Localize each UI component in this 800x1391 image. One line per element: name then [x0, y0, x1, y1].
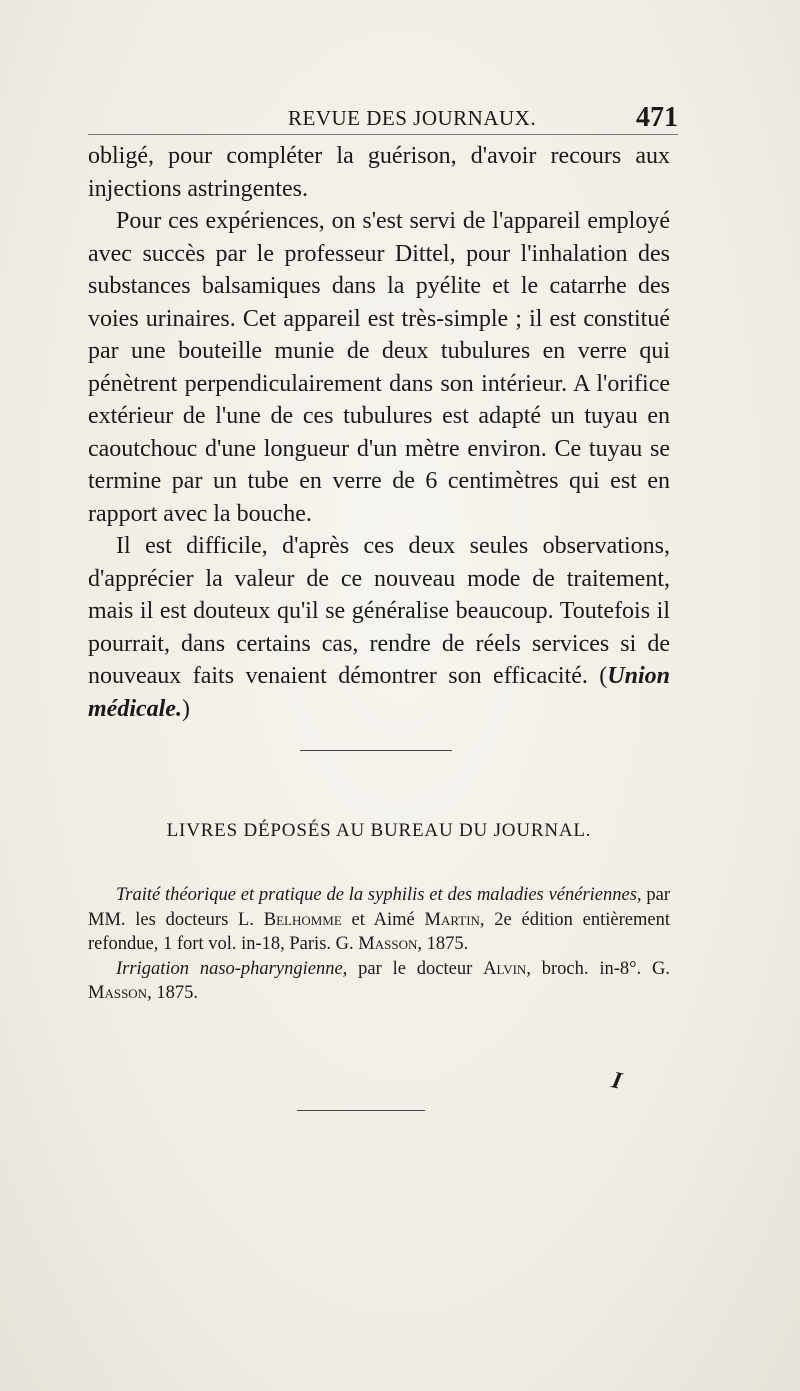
source-close-paren: )	[181, 695, 190, 722]
source-open-paren: (	[587, 663, 608, 689]
paragraph-3	[88, 530, 670, 725]
book-2-text-a: par le docteur	[347, 958, 484, 979]
page-number: 471	[636, 102, 678, 133]
running-header	[88, 104, 678, 135]
book-entry-2	[88, 957, 670, 1006]
book-1-text-b: et Aimé	[341, 909, 425, 930]
running-title: REVUE DES JOURNAUX.	[288, 106, 537, 130]
book-title-1: Traité théorique et pratique de la syphilis et des maladies vénériennes,	[116, 885, 642, 905]
separator-rule	[300, 750, 452, 751]
book-2-author-1: Alvin	[483, 958, 527, 979]
paragraph-3-text: Il est difficile, d'après ces deux seules observations, d'apprécier la valeur de ce nouveau mode de traitement, mais il est douteux qu'il se généralise beaucoup. Toutefois il pourrait, dans certains cas, rendre de réels services si de nouveaux faits venaient démontrer son efficacité.	[88, 533, 670, 689]
marginal-mark: I	[609, 1067, 625, 1095]
paragraph-1: obligé, pour compléter la guérison, d'avoir recours aux injections astringentes.	[88, 143, 670, 202]
book-1-author-2: Martin	[424, 909, 480, 930]
article-body	[88, 140, 670, 725]
book-1-text-c: , 2e édition entièrement refondue, 1 fort vol. in-18, Paris. G.	[88, 909, 670, 954]
book-2-publisher: Masson	[88, 983, 148, 1003]
book-2-text-c: , 1875.	[147, 983, 198, 1003]
book-1-publisher: Masson	[358, 934, 418, 954]
end-rule	[297, 1110, 425, 1111]
book-1-author-1: Belhomme	[263, 909, 342, 930]
book-1-text-a: par MM. les docteurs L.	[88, 885, 670, 930]
book-1-text-d: , 1875.	[417, 934, 469, 954]
books-list	[88, 883, 670, 1006]
paragraph-2: Pour ces expériences, on s'est servi de l'appareil employé avec succès par le professeur Dittel, pour l'inhalation des substances balsamiques dans la pyélite et le catarrhe des voies urinaires. Cet appareil est très-simple ; il est constitué par une bouteille munie de deux tubulures en verre qui pénètrent perpendiculairement dans son intérieur. A l'orifice extérieur de l'une de ces tubulures est adapté un tuyau en caoutchouc d'une longueur d'un mètre environ. Ce tuyau se termine par un tube en verre de 6 centimètres qui est en rapport avec la bouche.	[88, 208, 670, 527]
book-title-2: Irrigation naso-pharyngienne,	[116, 958, 348, 979]
source-citation: Union médicale.	[88, 663, 671, 722]
book-entry-1	[88, 883, 670, 957]
section-heading: LIVRES DÉPOSÉS AU BUREAU DU JOURNAL.	[166, 820, 592, 841]
book-2-text-b: , broch. in-8°. G.	[526, 958, 671, 979]
